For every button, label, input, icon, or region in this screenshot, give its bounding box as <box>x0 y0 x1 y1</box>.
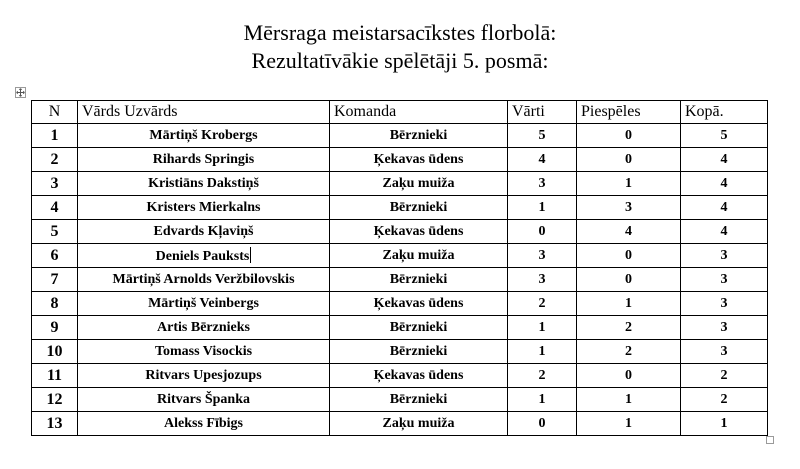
cell-assists[interactable]: 2 <box>577 316 681 340</box>
cell-team[interactable]: Bērznieki <box>330 268 508 292</box>
cell-total[interactable]: 3 <box>681 268 768 292</box>
cell-total[interactable]: 3 <box>681 292 768 316</box>
cell-total[interactable]: 3 <box>681 244 768 268</box>
cell-goals[interactable]: 1 <box>508 388 577 412</box>
cell-name[interactable]: Tomass Visockis <box>78 340 330 364</box>
cell-name[interactable]: Rihards Springis <box>78 148 330 172</box>
cell-n[interactable]: 12 <box>32 388 78 412</box>
cell-name[interactable]: Ritvars Upesjozups <box>78 364 330 388</box>
cell-n[interactable]: 13 <box>32 412 78 436</box>
cell-team[interactable]: Ķekavas ūdens <box>330 148 508 172</box>
cell-assists[interactable]: 0 <box>577 148 681 172</box>
cell-n[interactable]: 11 <box>32 364 78 388</box>
cell-n[interactable]: 10 <box>32 340 78 364</box>
cell-total[interactable]: 5 <box>681 124 768 148</box>
cell-goals[interactable]: 3 <box>508 268 577 292</box>
cell-name[interactable] <box>78 244 330 268</box>
cell-goals[interactable]: 0 <box>508 220 577 244</box>
cell-team[interactable]: Bērznieki <box>330 340 508 364</box>
cell-total[interactable]: 1 <box>681 412 768 436</box>
cell-total[interactable]: 4 <box>681 148 768 172</box>
header-n[interactable]: N <box>32 101 78 124</box>
cell-n[interactable]: 1 <box>32 124 78 148</box>
cell-assists[interactable]: 1 <box>577 292 681 316</box>
cell-assists[interactable]: 4 <box>577 220 681 244</box>
cell-total[interactable]: 3 <box>681 316 768 340</box>
cell-n[interactable]: 9 <box>32 316 78 340</box>
cell-team[interactable]: Bērznieki <box>330 196 508 220</box>
cell-n[interactable]: 2 <box>32 148 78 172</box>
table-row <box>32 268 768 292</box>
cell-name[interactable]: Mārtiņš Krobergs <box>78 124 330 148</box>
cell-n[interactable]: 8 <box>32 292 78 316</box>
results-table <box>31 100 768 436</box>
header-row <box>32 101 768 124</box>
cell-team[interactable]: Ķekavas ūdens <box>330 292 508 316</box>
table-row <box>32 388 768 412</box>
cell-goals[interactable]: 1 <box>508 316 577 340</box>
table-row <box>32 292 768 316</box>
header-total[interactable]: Kopā. <box>681 101 768 124</box>
table-row <box>32 364 768 388</box>
cell-assists[interactable]: 1 <box>577 172 681 196</box>
cell-goals[interactable]: 0 <box>508 412 577 436</box>
cell-goals[interactable]: 5 <box>508 124 577 148</box>
cell-name[interactable]: Mārtiņš Veinbergs <box>78 292 330 316</box>
header-goals[interactable]: Vārti <box>508 101 577 124</box>
cell-n[interactable]: 5 <box>32 220 78 244</box>
cell-name[interactable]: Mārtiņš Arnolds Veržbilovskis <box>78 268 330 292</box>
cell-goals[interactable]: 2 <box>508 364 577 388</box>
cell-assists[interactable]: 0 <box>577 268 681 292</box>
cell-name[interactable]: Alekss Fībigs <box>78 412 330 436</box>
cell-assists[interactable]: 2 <box>577 340 681 364</box>
table-row <box>32 220 768 244</box>
cell-assists[interactable]: 0 <box>577 124 681 148</box>
cell-team[interactable]: Zaķu muiža <box>330 172 508 196</box>
cell-n[interactable]: 4 <box>32 196 78 220</box>
cell-assists[interactable]: 3 <box>577 196 681 220</box>
cell-goals[interactable]: 1 <box>508 340 577 364</box>
cell-team[interactable]: Zaķu muiža <box>330 412 508 436</box>
cell-n[interactable]: 7 <box>32 268 78 292</box>
text-cursor <box>250 247 251 263</box>
table-row <box>32 244 768 268</box>
cell-total[interactable]: 2 <box>681 388 768 412</box>
cell-goals[interactable]: 3 <box>508 172 577 196</box>
cell-assists[interactable]: 0 <box>577 244 681 268</box>
cell-total[interactable]: 2 <box>681 364 768 388</box>
cell-assists[interactable]: 1 <box>577 412 681 436</box>
cell-team[interactable]: Bērznieki <box>330 316 508 340</box>
header-assists[interactable]: Piespēles <box>577 101 681 124</box>
cell-goals[interactable]: 4 <box>508 148 577 172</box>
header-name[interactable]: Vārds Uzvārds <box>78 101 330 124</box>
cell-n[interactable]: 3 <box>32 172 78 196</box>
cell-name[interactable]: Ritvars Španka <box>78 388 330 412</box>
cell-team[interactable]: Zaķu muiža <box>330 244 508 268</box>
cell-goals[interactable]: 2 <box>508 292 577 316</box>
header-team[interactable]: Komanda <box>330 101 508 124</box>
cell-name-text: Deniels Pauksts <box>155 248 250 264</box>
cell-total[interactable]: 3 <box>681 340 768 364</box>
cell-goals[interactable]: 3 <box>508 244 577 268</box>
table-row <box>32 124 768 148</box>
document-title-line1: Mērsraga meistarsacīkstes florbolā: <box>243 20 557 45</box>
cell-goals[interactable]: 1 <box>508 196 577 220</box>
cell-team[interactable]: Ķekavas ūdens <box>330 220 508 244</box>
table-row <box>32 340 768 364</box>
cell-total[interactable]: 4 <box>681 172 768 196</box>
cell-total[interactable]: 4 <box>681 196 768 220</box>
table-row <box>32 148 768 172</box>
cell-team[interactable]: Ķekavas ūdens <box>330 364 508 388</box>
cell-name[interactable]: Edvards Kļaviņš <box>78 220 330 244</box>
table-row <box>32 196 768 220</box>
cell-name[interactable]: Kristiāns Dakstiņš <box>78 172 330 196</box>
cell-team[interactable]: Bērznieki <box>330 388 508 412</box>
table-row <box>32 316 768 340</box>
cell-n[interactable]: 6 <box>32 244 78 268</box>
cell-name[interactable]: Artis Bērznieks <box>78 316 330 340</box>
cell-total[interactable]: 4 <box>681 220 768 244</box>
table-row <box>32 412 768 436</box>
table-resize-handle[interactable] <box>766 436 774 444</box>
cell-name[interactable]: Kristers Mierkalns <box>78 196 330 220</box>
document-title-line2: Rezultatīvākie spēlētāji 5. posmā: <box>251 48 549 73</box>
table-row <box>32 172 768 196</box>
cell-assists[interactable]: 0 <box>577 364 681 388</box>
cell-assists[interactable]: 1 <box>577 388 681 412</box>
cell-team[interactable]: Bērznieki <box>330 124 508 148</box>
table-move-handle-icon[interactable] <box>15 87 26 98</box>
